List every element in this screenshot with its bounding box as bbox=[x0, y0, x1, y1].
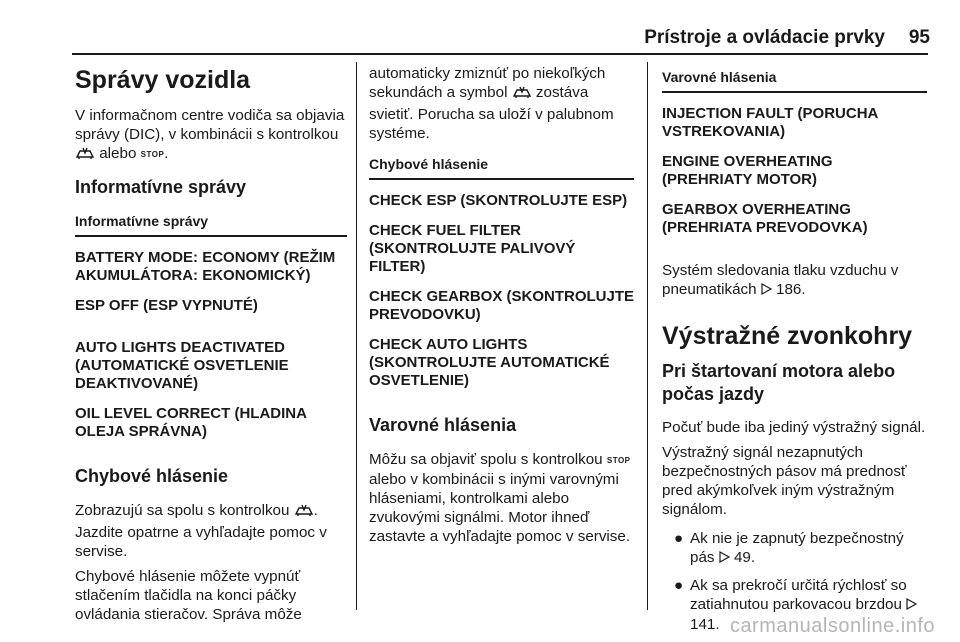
error-paragraph: Chybové hlásenie môžete vypnúť stlačením tlačidla na konci páčky ovládania stieračov. Správa môže bbox=[75, 568, 302, 623]
info-row: OIL LEVEL CORRECT (HLADINA OLEJA SPRÁVNA) bbox=[75, 405, 307, 440]
section-heading: Správy vozidla bbox=[75, 66, 251, 94]
subsection-heading: Informatívne správy bbox=[75, 177, 247, 197]
intro-paragraph: V informačnom centre vodiča sa objavia správy (DIC), v kombinácii s kontrolkou alebo STOP. bbox=[75, 106, 347, 166]
continued-paragraph: automaticky zmiznúť po niekoľkých sekundách a symbol zostáva svietiť. Porucha sa uloží v palubnom systéme. bbox=[369, 65, 614, 142]
warning-row: GEARBOX OVERHEATING (PREHRIATA PREVODOVKA) bbox=[662, 201, 868, 236]
chime-paragraph: Počuť bude iba jediný výstražný signál. bbox=[662, 419, 926, 436]
chime-paragraph: Výstražný signál nezapnutých bezpečnostných pásov má prednosť pred akýmkoľvek iným výstražným signálom. bbox=[662, 444, 907, 518]
bullet-dot: ● bbox=[674, 530, 684, 547]
tpms-paragraph: Systém sledovania tlaku vzduchu v pneumatikách 186. bbox=[662, 262, 899, 298]
info-row: ESP OFF (ESP VYPNUTÉ) bbox=[75, 297, 258, 314]
page-reference-icon bbox=[719, 549, 730, 568]
error-paragraph: Zobrazujú sa spolu s kontrolkou . Jazdite opatrne a vyhľadajte pomoc v servise. bbox=[75, 502, 327, 560]
warning-row: ENGINE OVERHEATING (PREHRIATY MOTOR) bbox=[662, 153, 833, 188]
error-row: CHECK FUEL FILTER (SKONTROLUJTE PALIVOVÝ FILTER) bbox=[369, 222, 576, 275]
subsection-heading: Varovné hlásenia bbox=[369, 415, 517, 435]
subsection-heading: Pri štartovaní motora alebo počas jazdy bbox=[662, 361, 896, 404]
service-vehicle-icon bbox=[75, 147, 95, 166]
info-table-header: Informatívne správy bbox=[75, 212, 347, 237]
stop-icon: STOP bbox=[140, 150, 165, 159]
page-number: 95 bbox=[908, 27, 930, 48]
error-table-header: Chybové hlásenie bbox=[369, 155, 634, 180]
warning-table-header: Varovné hlásenia bbox=[662, 68, 927, 93]
info-row: BATTERY MODE: ECONOMY (REŽIM AKUMULÁTORA: EKONOMICKÝ) bbox=[75, 249, 336, 284]
info-row: AUTO LIGHTS DEACTIVATED (AUTOMATICKÉ OSVETLENIE DEAKTIVOVANÉ) bbox=[75, 339, 289, 392]
page-reference-icon bbox=[761, 281, 772, 300]
stop-icon: STOP bbox=[606, 456, 631, 465]
service-vehicle-icon bbox=[294, 504, 314, 523]
column-divider bbox=[356, 62, 357, 610]
column-1 bbox=[75, 64, 347, 630]
bullet-dot: ● bbox=[674, 577, 684, 594]
error-row: CHECK ESP (SKONTROLUJTE ESP) bbox=[369, 192, 628, 209]
column-divider bbox=[647, 62, 648, 610]
subsection-heading: Chybové hlásenie bbox=[75, 466, 229, 486]
warning-paragraph: Môžu sa objaviť spolu s kontrolkou STOP alebo v kombinácii s inými varovnými hláseniami, kontrolkami alebo zvukovými signálmi. Motor ihneď zastavte a vyhľadajte pomoc v servise. bbox=[369, 451, 631, 545]
error-row: CHECK AUTO LIGHTS (SKONTROLUJTE AUTOMATICKÉ OSVETLENIE) bbox=[369, 336, 610, 389]
service-vehicle-icon bbox=[512, 86, 532, 105]
list-item: ● Ak nie je zapnutý bezpečnostný pás 49. bbox=[674, 530, 904, 566]
header-rule bbox=[72, 53, 928, 55]
watermark: carmanualsonline.info bbox=[729, 615, 935, 637]
error-row: CHECK GEARBOX (SKONTROLUJTE PREVODOVKU) bbox=[369, 288, 635, 323]
warning-row: INJECTION FAULT (PORUCHA VSTREKOVANIA) bbox=[662, 105, 878, 140]
running-header-title: Prístroje a ovládacie prvky bbox=[644, 27, 885, 48]
section-heading: Výstražné zvonkohry bbox=[662, 322, 913, 350]
page-reference-icon bbox=[906, 596, 917, 615]
column-2 bbox=[369, 64, 634, 552]
list-item: ● Ak sa prekročí určitá rýchlosť so zatiahnutou parkovacou brzdou 141. bbox=[662, 576, 927, 634]
column-3 bbox=[662, 64, 927, 642]
